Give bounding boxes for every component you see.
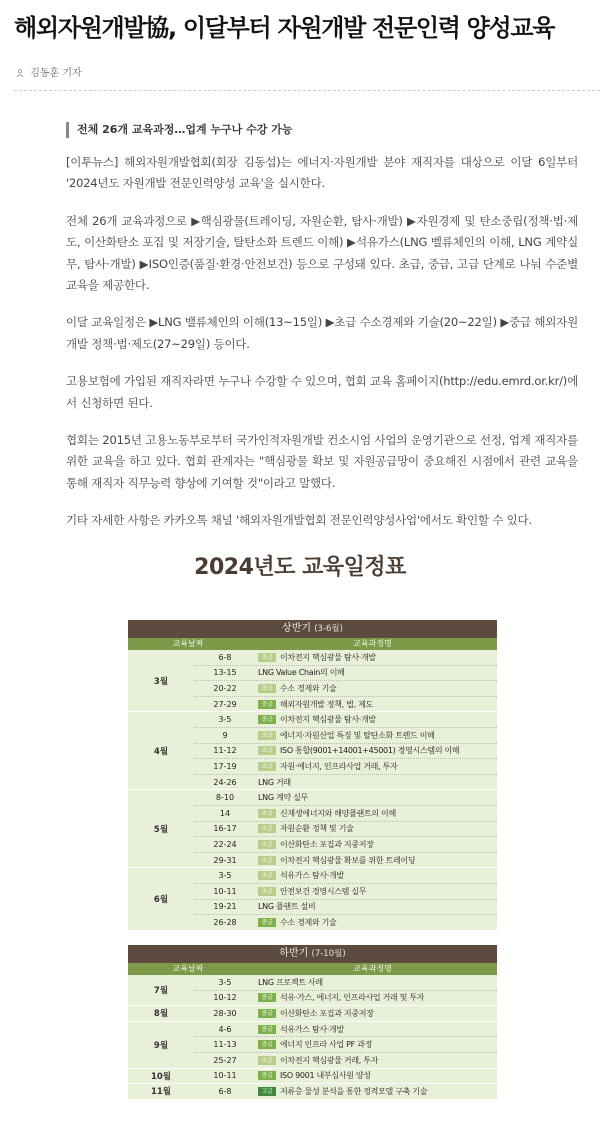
half-header	[128, 945, 497, 963]
table-row	[194, 697, 497, 712]
col-date-header: 교육날짜	[172, 964, 204, 973]
month-group	[128, 712, 497, 790]
course-name: 이차전지 핵심광물 거래, 투자	[280, 1055, 379, 1065]
course-name: LNG 계약 실무	[258, 793, 308, 803]
month-label: 3월	[153, 676, 169, 687]
table-row	[194, 991, 497, 1006]
course-name: 이차전지 핵심광물 탐사·개발	[280, 715, 376, 725]
table-row	[194, 1084, 497, 1099]
level-badge: 중급	[258, 700, 276, 709]
course-name: 이차전지 핵심광물 탐사·개발	[280, 652, 376, 662]
month-rows	[194, 650, 497, 711]
course-name: 안전보건 경영시스템 실무	[280, 886, 367, 896]
course-cell	[256, 667, 497, 678]
level-badge: 중급	[258, 1071, 276, 1080]
month-label: 8월	[153, 1009, 169, 1020]
course-date: 11-12	[213, 746, 237, 756]
course-name: 석유가스 탐사·개발	[280, 1024, 344, 1034]
month-label: 9월	[153, 1040, 169, 1051]
paragraph: 이달 교육일정은 ▶LNG 밸류체인의 이해(13~15일) ▶초급 수소경제와 기술(20~22일) ▶중급 해외자원개발 정책·법·제도(27~29일) 등이다.	[66, 315, 578, 351]
level-badge: 초급	[258, 887, 276, 896]
course-name: 자원순환 정책 및 기술	[280, 824, 354, 834]
col-date-header: 교육날짜	[172, 639, 204, 648]
course-date: 19-21	[213, 902, 237, 912]
course-date: 14	[219, 808, 231, 818]
schedule-table-first-half	[128, 620, 497, 931]
level-badge: 중급	[258, 715, 276, 724]
month-group	[128, 975, 497, 1006]
level-badge: 중급	[258, 1040, 276, 1049]
table-row	[194, 822, 497, 838]
course-cell	[256, 777, 497, 788]
month-group	[128, 1022, 497, 1069]
course-cell	[256, 730, 497, 741]
table-row	[194, 1006, 497, 1021]
month-label: 6월	[153, 895, 169, 905]
column-header	[128, 963, 497, 975]
level-badge: 중급	[258, 1025, 276, 1034]
month-label: 4월	[153, 746, 169, 757]
level-badge: 초급	[258, 731, 276, 740]
course-date: 9	[222, 730, 228, 740]
level-badge: 초급	[258, 653, 276, 662]
course-cell	[256, 1055, 497, 1066]
course-name: 저류층 물성 분석을 통한 정적모델 구축 기술	[280, 1086, 428, 1096]
table-row	[194, 666, 497, 682]
month-rows	[194, 1069, 497, 1084]
month-rows	[194, 1084, 497, 1099]
byline	[16, 64, 82, 79]
course-cell	[256, 901, 497, 912]
level-badge: 초급	[258, 856, 276, 865]
course-cell	[256, 761, 497, 772]
course-date: 26-28	[213, 917, 237, 927]
course-date: 27-29	[213, 699, 237, 709]
table-row	[194, 900, 497, 916]
course-cell	[256, 792, 497, 803]
table-row	[194, 853, 497, 868]
course-name: ISO 9001 내부심사원 양성	[280, 1071, 371, 1081]
course-name: LNG 거래	[258, 777, 291, 787]
course-name: ISO 통합(9001+14001+45001) 경영시스템의 이해	[280, 746, 460, 756]
course-cell	[256, 1086, 497, 1097]
month-label: 5월	[153, 824, 169, 835]
course-cell	[256, 714, 497, 725]
course-date: 22-24	[213, 839, 237, 849]
course-cell	[256, 808, 497, 819]
course-name: 이차전지 핵심광물 확보를 위한 트레이딩	[280, 855, 416, 865]
paragraph: [이투뉴스] 해외자원개발협회(회장 김동섭)는 에너지·자원개발 분야 재직자를 대상으로 이달 6일부터 '2024년도 자원개발 전문인력양성 교육'을 실시한다.	[66, 155, 578, 191]
table-row	[194, 806, 497, 822]
level-badge: 중급	[258, 993, 276, 1002]
course-name: 신재생에너지와 해양플랜트의 이해	[280, 808, 396, 818]
month-rows	[194, 1006, 497, 1021]
course-name: LNG 플랜트 설비	[258, 902, 316, 912]
half-range: (3-6월)	[314, 624, 343, 634]
course-date: 3-5	[218, 871, 232, 881]
paragraph: 고용보험에 가입된 재직자라면 누구나 수강할 수 있으며, 협회 교육 홈페이지(http://edu.emrd.or.kr/)에서 신청하면 된다.	[66, 374, 578, 410]
course-name: 이산화탄소 포집과 지중저장	[280, 839, 374, 849]
course-cell	[256, 886, 497, 897]
course-cell	[256, 745, 497, 756]
course-date: 29-31	[213, 855, 237, 865]
course-date: 11-13	[213, 1040, 237, 1050]
table-row	[194, 728, 497, 744]
month-rows	[194, 868, 497, 929]
course-date: 13-15	[213, 668, 237, 678]
course-name: 해외자원개발 정책, 법, 제도	[280, 699, 373, 709]
course-cell	[256, 1039, 497, 1050]
level-badge: 초급	[258, 762, 276, 771]
course-name: 석유가스 탐사·개발	[280, 871, 344, 881]
column-header	[128, 638, 497, 650]
level-badge: 초급	[258, 684, 276, 693]
month-group	[128, 650, 497, 712]
course-name: 이산화탄소 포집과 지중저장	[280, 1008, 374, 1018]
table-row	[194, 790, 497, 806]
month-group	[128, 1069, 497, 1085]
level-badge: 초급	[258, 840, 276, 849]
half-header	[128, 620, 497, 638]
course-cell	[256, 977, 497, 988]
half-range: (7-10월)	[311, 949, 346, 959]
course-date: 28-30	[213, 1008, 237, 1018]
month-label: 7월	[153, 986, 169, 997]
table-row	[194, 1069, 497, 1084]
month-rows	[194, 1022, 497, 1068]
month-rows	[194, 712, 497, 789]
table-row	[194, 744, 497, 760]
course-date: 10-12	[213, 993, 237, 1003]
course-name: 수소 경제와 기술	[280, 917, 337, 927]
level-badge: 초급	[258, 871, 276, 880]
course-date: 6-8	[218, 1086, 232, 1096]
course-cell	[256, 683, 497, 694]
level-badge: 초급	[258, 1056, 276, 1065]
course-cell	[256, 917, 497, 928]
paragraph: 기타 자세한 사항은 카카오톡 채널 '해외자원개발협회 전문인력양성사업'에서도 확인할 수 있다.	[66, 513, 532, 528]
table-row	[194, 759, 497, 775]
paragraph: 협회는 2015년 고용노동부로부터 국가인적자원개발 컨소시엄 사업의 운영기관으로 선정, 업계 재직자를 위한 교육을 하고 있다. 협회 관계자는 "핵심광물 확보 및 자원공급망이 중요해진 시점에서 관련 교육을 통해 재직자 직무능력 향상에 기여할 것"이라고 말했다.	[66, 433, 578, 490]
table-row	[194, 712, 497, 728]
course-cell	[256, 839, 497, 850]
article-body	[66, 152, 578, 548]
course-date: 6-8	[218, 652, 232, 662]
level-badge: 초급	[258, 809, 276, 818]
table-row	[194, 975, 497, 991]
table-row	[194, 884, 497, 900]
course-date: 8-10	[215, 793, 235, 803]
month-group	[128, 1006, 497, 1022]
course-cell	[256, 1070, 497, 1081]
level-badge: 초급	[258, 824, 276, 833]
schedule-title: 2024년도 교육일정표	[194, 555, 406, 580]
reporter-name: 김동훈 기자	[30, 68, 82, 79]
course-cell	[256, 992, 497, 1003]
course-date: 16-17	[213, 824, 237, 834]
course-name: 수소 경제와 기술	[280, 683, 337, 693]
level-badge: 고급	[258, 1087, 276, 1096]
course-cell	[256, 1024, 497, 1035]
table-row	[194, 868, 497, 884]
table-row	[194, 1022, 497, 1038]
article-subtitle: 전체 26개 교육과정…업계 누구나 수강 가능	[66, 122, 292, 138]
month-rows	[194, 975, 497, 1005]
course-date: 24-26	[213, 777, 237, 787]
table-row	[194, 650, 497, 666]
course-cell	[256, 1008, 497, 1019]
course-name: LNG Value Chain의 이해	[258, 668, 345, 678]
course-cell	[256, 823, 497, 834]
course-name: 자원·에너지, 인프라사업 거래, 투자	[280, 761, 398, 771]
month-label: 10월	[150, 1071, 172, 1082]
course-cell	[256, 870, 497, 881]
col-course-header: 교육과정명	[353, 639, 392, 648]
course-cell	[256, 855, 497, 866]
course-name: 에너지·자원산업 특징 및 탈탄소화 트렌드 이해	[280, 730, 435, 740]
course-cell	[256, 652, 497, 663]
half-label: 하반기	[279, 948, 312, 959]
month-group	[128, 1084, 497, 1100]
schedule-table-second-half	[128, 945, 497, 1100]
table-row	[194, 837, 497, 853]
paragraph: 전체 26개 교육과정으로 ▶핵심광물(트레이딩, 자원순환, 탐사·개발) ▶자원경제 및 탄소중립(정책·법·제도, 이산화탄소 포집 및 저장기술, 탈탄소화 트렌드 이해) ▶석유가스(LNG 벨류체인의 이해, LNG 계약실무, 탐사·개발) ▶ISO인증(품질·환경·안전보건) 등으로 구성돼 있다. 초급, 중급, 고급 단계로 나눠 수준별 교육을 제공한다.	[66, 213, 578, 293]
month-rows	[194, 790, 497, 867]
level-badge: 중급	[258, 918, 276, 927]
table-row	[194, 1037, 497, 1053]
course-date: 17-19	[213, 761, 237, 771]
col-course-header: 교육과정명	[353, 964, 392, 973]
course-cell	[256, 699, 497, 710]
course-name: 에너지 인프라 사업 PF 과정	[280, 1040, 373, 1050]
course-date: 10-11	[213, 1071, 237, 1081]
month-group	[128, 868, 497, 930]
course-date: 20-22	[213, 683, 237, 693]
course-name: LNG 프로젝트 사례	[258, 977, 323, 987]
level-badge: 초급	[258, 746, 276, 755]
header-divider	[14, 90, 600, 91]
table-row	[194, 1053, 497, 1068]
course-date: 4-6	[218, 1024, 232, 1034]
table-row	[194, 915, 497, 930]
month-label: 11월	[150, 1087, 172, 1098]
course-date: 25-27	[213, 1055, 237, 1065]
level-badge: 중급	[258, 1009, 276, 1018]
course-date: 3-5	[218, 715, 232, 725]
course-date: 3-5	[218, 977, 232, 987]
month-group	[128, 790, 497, 868]
course-name: 석유·가스, 에너지, 인프라사업 거래 및 투자	[280, 993, 425, 1003]
table-row	[194, 681, 497, 697]
half-label: 상반기	[282, 623, 315, 634]
article-headline: 해외자원개발協, 이달부터 자원개발 전문인력 양성교육	[14, 14, 555, 42]
course-date: 10-11	[213, 886, 237, 896]
table-row	[194, 775, 497, 790]
person-icon	[16, 69, 24, 77]
